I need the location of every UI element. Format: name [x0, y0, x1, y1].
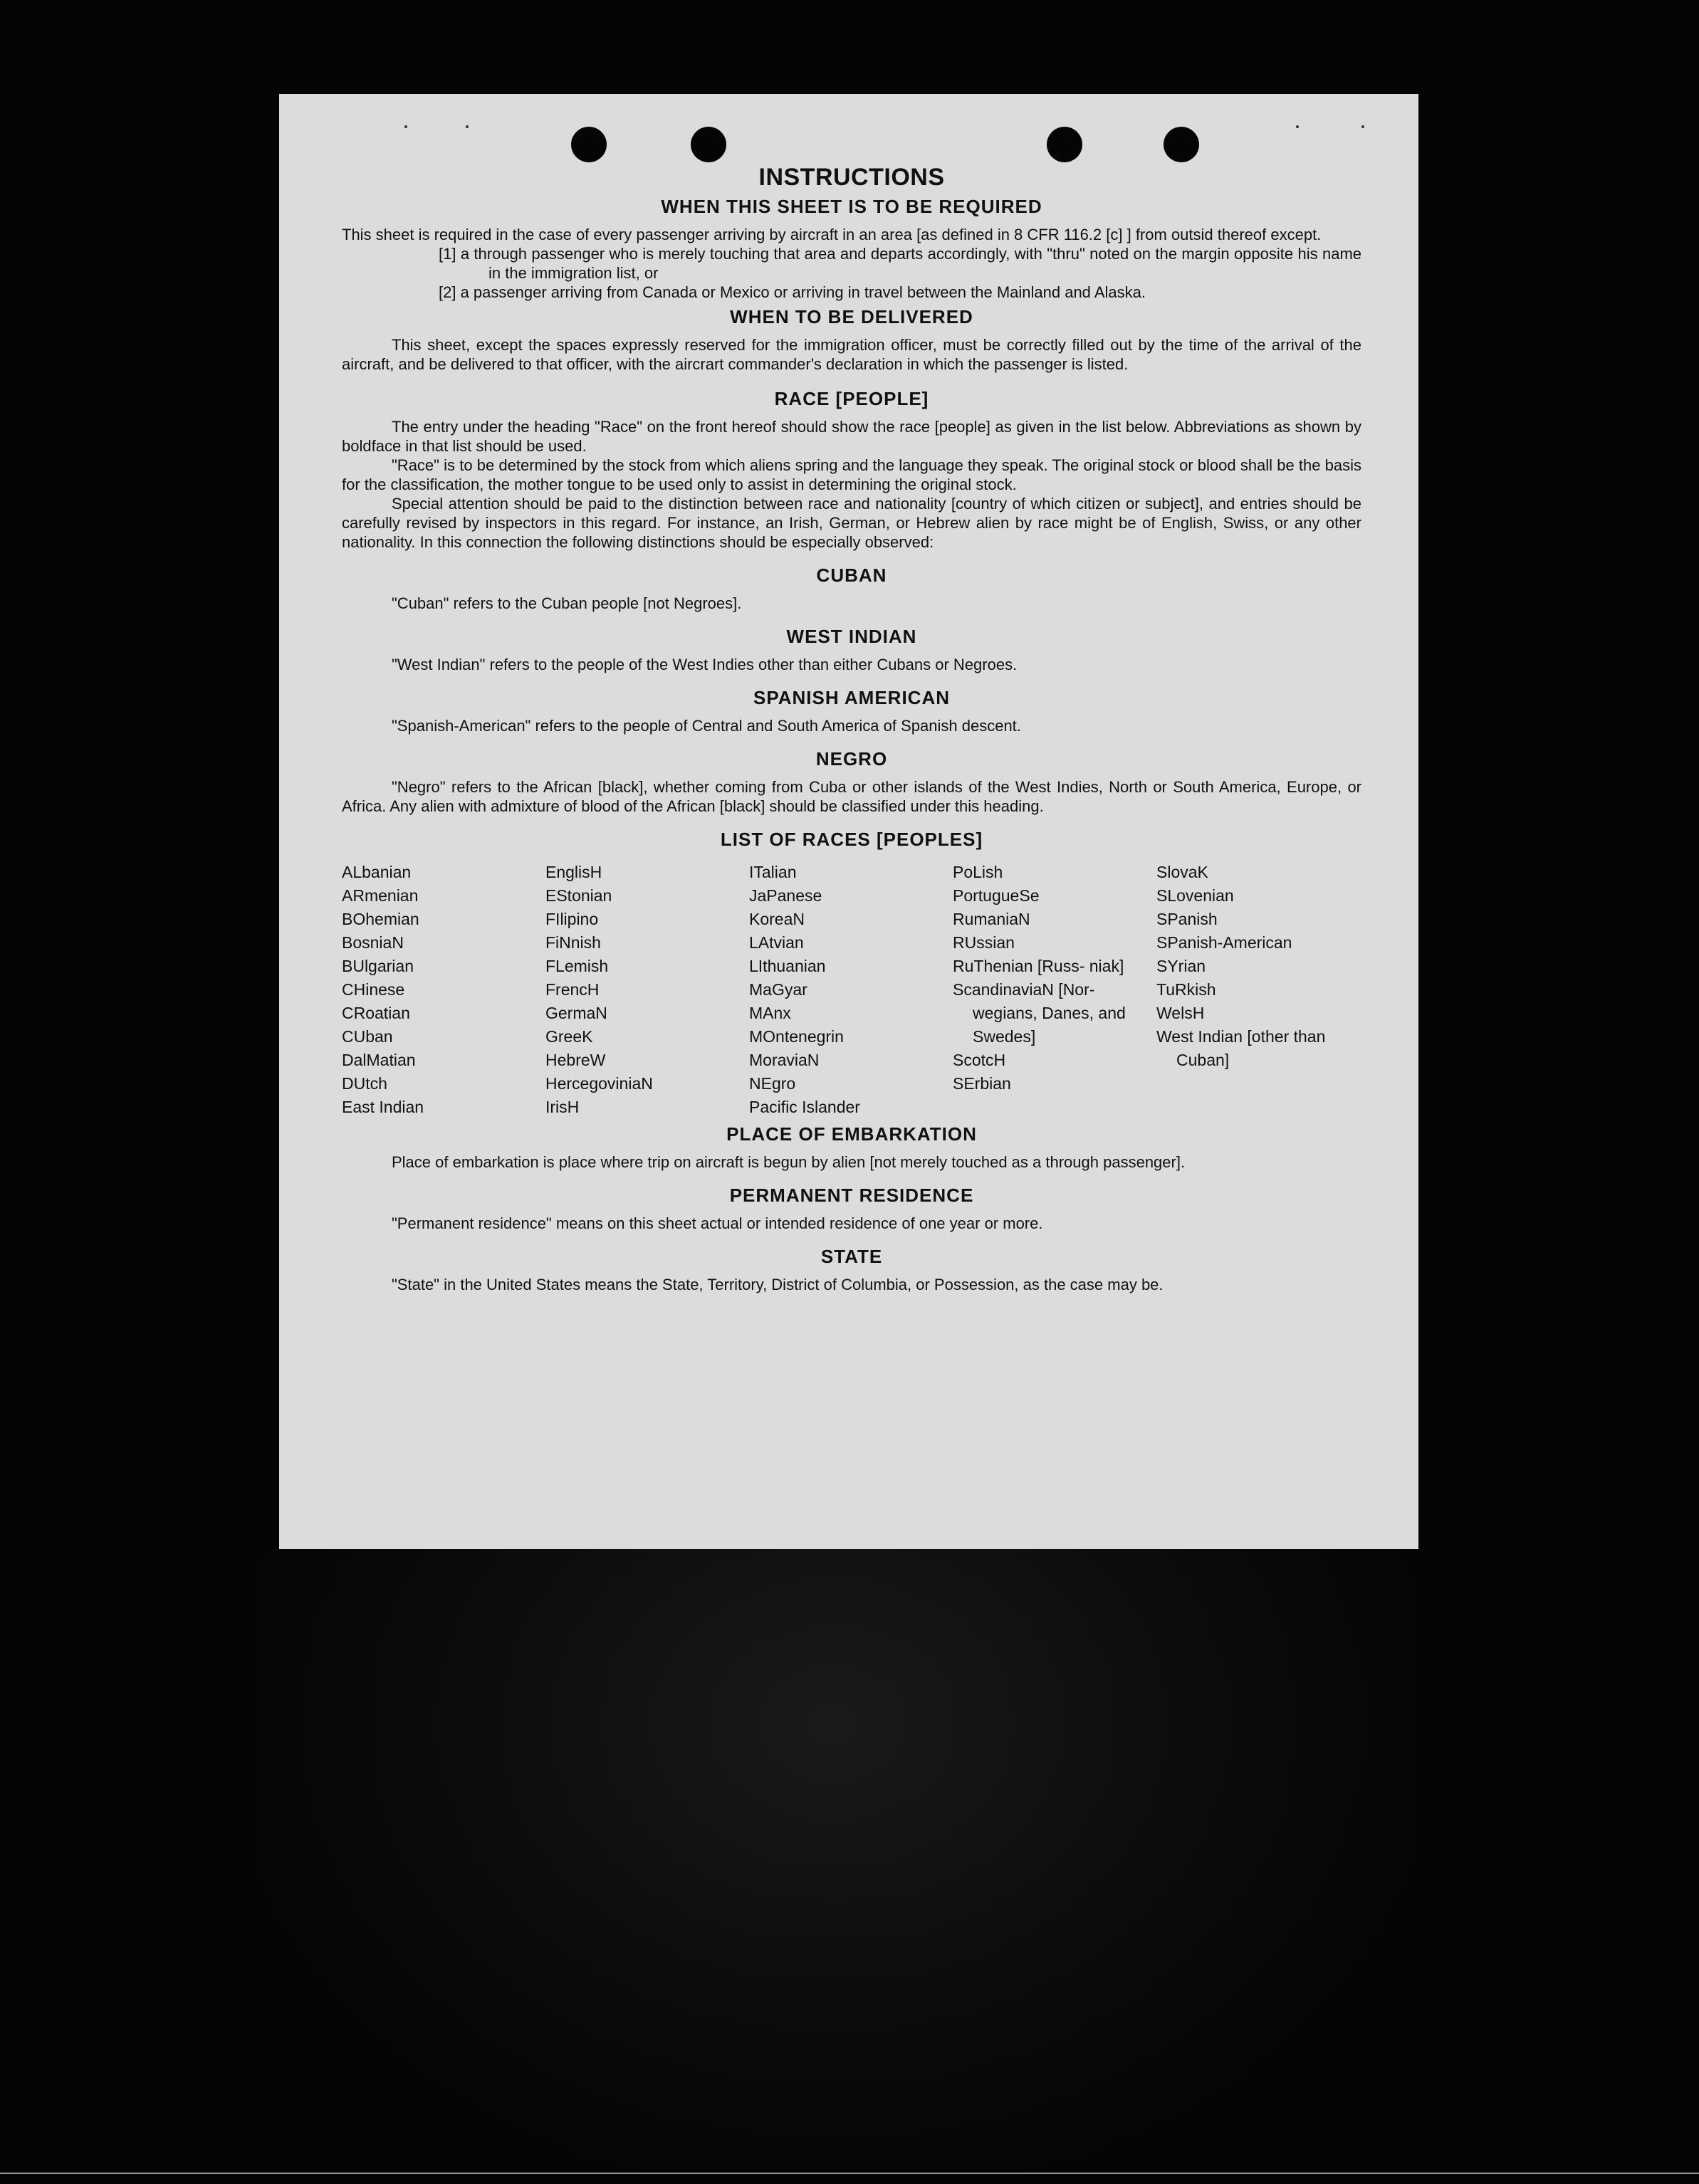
race-entry: DUtch	[342, 1074, 387, 1093]
film-edge-line	[0, 2173, 1699, 2174]
race-entry: ScotcH	[953, 1051, 1006, 1069]
race-entry: LAtvian	[749, 933, 804, 952]
race-entry: East Indian	[342, 1098, 424, 1116]
race-entry: SErbian	[953, 1074, 1011, 1093]
race-entry: GreeK	[545, 1027, 593, 1046]
race-entry: SPanish-American	[1156, 933, 1292, 952]
section-paragraph: This sheet is required in the case of every passenger arriving by aircraft in an area [as defined in 8 CFR 116.2 [c] ] from outsid thereof except.	[342, 226, 1322, 243]
race-entry: RuThenian [Russ- niak]	[953, 957, 1124, 975]
race-entry: ScandinaviaN [Nor- wegians, Danes, and Swedes]	[953, 980, 1126, 1046]
paper-speck	[1296, 125, 1299, 128]
race-entry: BUlgarian	[342, 957, 414, 975]
race-entry: RumaniaN	[953, 910, 1030, 928]
section-heading: STATE	[820, 1246, 883, 1267]
section-paragraph: "Permanent residence" means on this sheet actual or intended residence of one year or more.	[392, 1214, 1043, 1232]
race-column	[953, 861, 1156, 1119]
section-paragraph: "Negro" refers to the African [black], whether coming from Cuba or other islands of the West Indies, North or South America, Europe, or Africa. Any alien with admixture of blood of the African [black] should be classified under this heading.	[342, 778, 1361, 815]
section-heading: WHEN TO BE DELIVERED	[730, 306, 973, 327]
race-entry: HebreW	[545, 1051, 606, 1069]
section-paragraph: This sheet, except the spaces expressly reserved for the immigration officer, must be correctly filled out by the time of the arrival of the aircraft, and be delivered to that officer, with the aircrart commander's declaration in which the passenger is listed.	[342, 336, 1361, 373]
paper-speck	[404, 125, 407, 128]
section-paragraph: "State" in the United States means the State, Territory, District of Columbia, or Possession, as the case may be.	[392, 1276, 1164, 1293]
instruction-sheet	[279, 94, 1418, 1549]
race-entry: SYrian	[1156, 957, 1206, 975]
section-paragraph: Place of embarkation is place where trip on aircraft is begun by alien [not merely touched as a through passenger].	[392, 1153, 1186, 1171]
section-paragraph: "Spanish-American" refers to the people of Central and South America of Spanish descent.	[392, 717, 1021, 735]
race-entry: MoraviaN	[749, 1051, 820, 1069]
race-entry: MaGyar	[749, 980, 807, 999]
punch-hole	[571, 127, 607, 162]
race-entry: CRoatian	[342, 1004, 410, 1022]
race-entry: ITalian	[749, 863, 797, 881]
section-heading: SPANISH AMERICAN	[753, 687, 950, 708]
paper-speck	[1361, 125, 1364, 128]
section-paragraph: "West Indian" refers to the people of the West Indies other than either Cubans or Negroes.	[392, 656, 1018, 673]
exception-item: [2] a passenger arriving from Canada or Mexico or arriving in travel between the Mainland and Alaska.	[439, 283, 1146, 301]
race-entry: JaPanese	[749, 886, 822, 905]
punch-hole	[1047, 127, 1082, 162]
section-paragraph: "Cuban" refers to the Cuban people [not Negroes].	[392, 594, 742, 612]
race-entry: FiNnish	[545, 933, 601, 952]
race-entry: MAnx	[749, 1004, 791, 1022]
race-entry: BOhemian	[342, 910, 419, 928]
race-entry: CHinese	[342, 980, 405, 999]
race-entry: LIthuanian	[749, 957, 826, 975]
race-entry: IrisH	[545, 1098, 580, 1116]
section-heading: NEGRO	[815, 748, 888, 770]
section-paragraph: "Race" is to be determined by the stock from which aliens spring and the language they speak. The original stock or blood shall be the basis for the classification, the mother tongue to be used only to assist in determining the original stock.	[342, 456, 1361, 493]
race-entry: ARmenian	[342, 886, 419, 905]
race-entry: GermaN	[545, 1004, 607, 1022]
race-entry: MOntenegrin	[749, 1027, 844, 1046]
race-entry: PortugueSe	[953, 886, 1040, 905]
race-column	[1156, 861, 1360, 1119]
race-entry: SlovaK	[1156, 863, 1208, 881]
race-entry: Pacific Islander	[749, 1098, 860, 1116]
race-entry: EStonian	[545, 886, 612, 905]
race-entry: FLemish	[545, 957, 609, 975]
race-entry: SLovenian	[1156, 886, 1234, 905]
race-column	[342, 861, 545, 1119]
race-entry: EnglisH	[545, 863, 602, 881]
section-heading: RACE [PEOPLE]	[774, 388, 929, 409]
section-paragraph: Special attention should be paid to the distinction between race and nationality [country of which citizen or subject], and entries should be carefully revised by inspectors in this regard. For instance, an Irish, German, or Hebrew alien by race might be of English, Swiss, or any other nationality. In this connection the following distinctions should be especially observed:	[342, 495, 1361, 551]
section-heading: WEST INDIAN	[786, 626, 917, 647]
race-entry: DalMatian	[342, 1051, 416, 1069]
race-entry: PoLish	[953, 863, 1003, 881]
background-shadow	[256, 1531, 1410, 2171]
race-entry: HercegoviniaN	[545, 1074, 653, 1093]
section-heading: PERMANENT RESIDENCE	[729, 1185, 974, 1206]
race-column	[749, 861, 953, 1119]
race-entry: CUban	[342, 1027, 393, 1046]
race-entry: RUssian	[953, 933, 1015, 952]
race-entry: TuRkish	[1156, 980, 1216, 999]
race-list	[342, 861, 1361, 1119]
section-paragraph: The entry under the heading "Race" on the front hereof should show the race [people] as given in the list below. Abbreviations as shown by boldface in that list should be used.	[342, 418, 1361, 455]
race-column	[545, 861, 749, 1119]
race-entry: FrencH	[545, 980, 600, 999]
punch-hole	[1164, 127, 1199, 162]
paper-speck	[466, 125, 469, 128]
punch-hole	[691, 127, 726, 162]
race-entry: KoreaN	[749, 910, 805, 928]
section-heading: LIST OF RACES [PEOPLES]	[720, 829, 983, 850]
race-entry: WelsH	[1156, 1004, 1205, 1022]
race-entry: ALbanian	[342, 863, 412, 881]
race-entry: FIlipino	[545, 910, 599, 928]
section-heading: WHEN THIS SHEET IS TO BE REQUIRED	[661, 196, 1042, 217]
section-heading: PLACE OF EMBARKATION	[726, 1123, 977, 1145]
section-heading: CUBAN	[816, 565, 887, 586]
race-entry: SPanish	[1156, 910, 1218, 928]
race-entry: BosniaN	[342, 933, 404, 952]
exception-item: [1] a through passenger who is merely touching that area and departs accordingly, with "thru" noted on the margin opposite his name in the immigration list, or	[439, 245, 1361, 282]
race-entry: NEgro	[749, 1074, 796, 1093]
page-title: INSTRUCTIONS	[758, 164, 945, 191]
race-entry: West Indian [other than Cuban]	[1156, 1027, 1326, 1069]
